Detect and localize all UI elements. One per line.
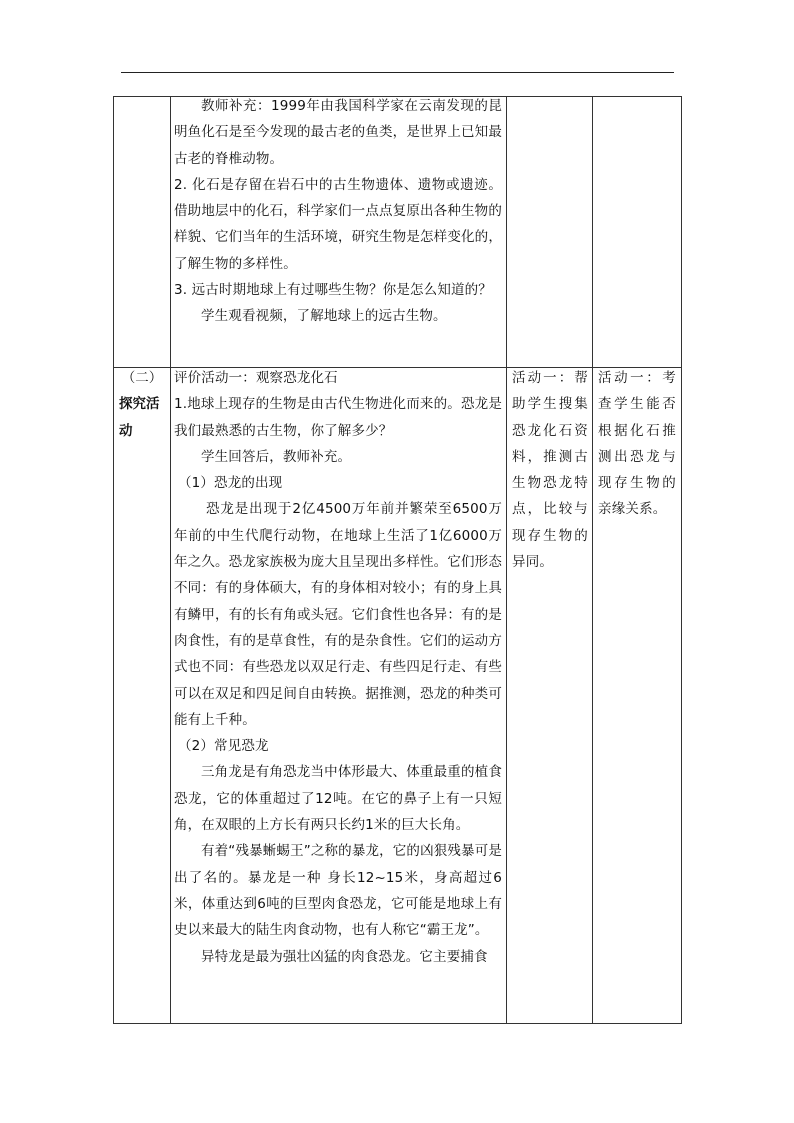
dinosaur-appearance-paragraph: 恐龙是出现于2亿4500万年前并繁荣至6500万年前的中生代爬行动物，在地球上生活了1亿6000万年之久。恐龙家族极为庞大且呈现出多样性。它们形态不同：有的身体硕大，有的身体相对较小；有的身上具有鳞甲，有的长有角或头冠。它们食性也各异：有的是肉食性，有的是草食性，有的是杂食性。它们的运动方式也不同：有些恐龙以双足行走、有些四足行走、有些可以在双足和四足间自由转换。据推测，恐龙的种类可能有上千种。 [174, 501, 502, 728]
dinosaur-question-paragraph: 1.地球上现存的生物是由古代生物进化而来的。恐龙是我们最熟悉的古生物，你了解多少？ [174, 396, 502, 439]
allosaurus-paragraph: 异特龙是最为强壮凶猛的肉食恐龙。它主要捕食 [201, 948, 488, 965]
teacher-supplement-note: 学生回答后，教师补充。 [201, 448, 352, 465]
section-number: （二） [121, 370, 163, 386]
subheading-common-dinosaurs: （2）常见恐龙 [178, 738, 269, 755]
header-rule [121, 72, 674, 73]
row2-content-cell [174, 365, 502, 970]
subheading-dinosaur-appearance: （1）恐龙的出现 [178, 475, 283, 492]
row1-content-cell [174, 93, 502, 330]
teacher-activity-text: 活动一：帮助学生搜集恐龙化石资料，推测古生物恐龙特点，比较与现存生物的异同。 [512, 370, 588, 571]
fossil-definition-paragraph: 2. 化石是存留在岩石中的古生物遗体、遗物或遗迹。借助地层中的化石，科学家们一点点复原出各种生物的样貌、它们当年的生活环境，研究生物是怎样变化的，了解生物的多样性。 [174, 176, 502, 272]
assessment-cell [598, 365, 676, 523]
table-col-divider-1 [170, 96, 171, 1023]
teacher-supplement-paragraph: 教师补充：1999年由我国科学家在云南发现的昆明鱼化石是至今发现的最古老的鱼类，是世界上已知最古老的脊椎动物。 [174, 98, 502, 167]
evaluation-activity-title: 评价活动一：观察恐龙化石 [174, 370, 338, 386]
section-label-cell [116, 365, 168, 444]
table-col-divider-3 [592, 96, 593, 1023]
table-right-border [681, 96, 682, 1023]
tyrannosaurus-paragraph: 有着“残暴蜥蜴王”之称的暴龙，它的凶狠残暴可是出了名的。暴龙是一种 身长12~15米，身高超过6米，体重达到6吨的巨型肉食恐龙，它可能是地球上有史以来最大的陆生肉食动物，也有人称它“霸王龙”。 [174, 843, 502, 939]
triceratops-paragraph: 三角龙是有角恐龙当中体形最大、体重最重的植食恐龙，它的体重超过了12吨。在它的鼻子上有一只短角，在双眼的上方长有两只长约1米的巨大长角。 [174, 764, 502, 834]
ancient-life-question: 3. 远古时期地球上有过哪些生物？你是怎么知道的？ [174, 282, 492, 299]
teacher-activity-cell [512, 365, 588, 575]
table-col-divider-2 [506, 96, 507, 1023]
section-title: 探究活动 [119, 396, 160, 439]
assessment-text: 活动一：考查学生能否根据化石推测出恐龙与现存生物的亲缘关系。 [598, 370, 676, 518]
student-video-paragraph: 学生观看视频，了解地球上的远古生物。 [201, 308, 447, 325]
table-left-border [113, 96, 114, 1023]
table-bottom-border [113, 1023, 682, 1024]
